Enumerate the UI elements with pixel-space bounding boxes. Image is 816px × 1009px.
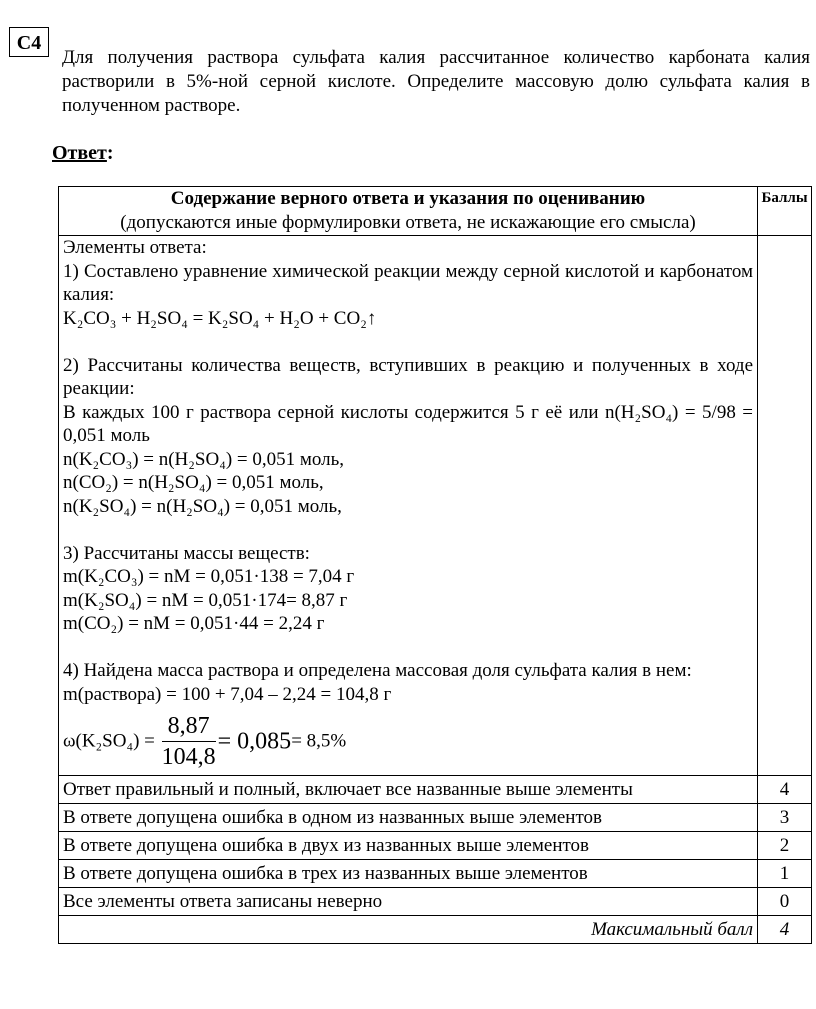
fraction-numerator: 8,87	[162, 711, 216, 742]
step-2-line: n(K₂SO₄) = n(H₂SO₄) = 0,051 моль,	[63, 495, 342, 517]
criteria-text: В ответе допущена ошибка в трех из названных выше элементов	[59, 859, 758, 887]
criteria-row	[59, 775, 812, 803]
step-3: 3) Рассчитаны массы веществ:	[63, 542, 310, 564]
task-text: Для получения раствора сульфата калия рассчитанное количество карбоната калия растворили в 5%-ной серной кислоте. Определите массовую долю сульфата калия в полученном растворе.	[62, 47, 810, 116]
task-label: С4	[9, 27, 49, 57]
header-content-cell	[59, 187, 758, 236]
criteria-points: 1	[758, 859, 812, 887]
step-4: 4) Найдена масса раствора и определена массовая доля сульфата калия в нем:	[63, 660, 692, 681]
step-1: 1) Составлено уравнение химической реакции между серной кислотой и карбонатом калия:	[63, 260, 753, 305]
step-2: 2) Рассчитаны количества веществ, вступивших в реакцию и полученных в ходе реакции:	[63, 354, 753, 399]
criteria-text: Все элементы ответа записаны неверно	[59, 887, 758, 915]
fraction-denominator: 104,8	[161, 744, 216, 771]
fraction	[162, 711, 216, 772]
step-3-line: m(K₂SO₄) = nM = 0,051·174= 8,87 г	[63, 589, 348, 611]
criteria-row	[59, 803, 812, 831]
criteria-points: 0	[758, 887, 812, 915]
step-4-line: m(раствора) = 100 + 7,04 – 2,24 = 104,8 г	[63, 683, 392, 705]
max-score-label: Максимальный балл	[59, 915, 758, 943]
answer-colon: :	[106, 142, 114, 164]
answer-heading	[52, 142, 114, 165]
answer-label: Ответ	[52, 142, 107, 164]
mass-fraction-formula	[63, 708, 753, 775]
criteria-points: 4	[758, 775, 812, 803]
header-points: Баллы	[758, 187, 812, 236]
step-3-line: m(CO₂) = nM = 0,051·44 = 2,24 г	[63, 613, 325, 634]
criteria-points: 2	[758, 831, 812, 859]
omega-result: = 0,085	[217, 728, 292, 755]
criteria-text: В ответе допущена ошибка в одном из названных выше элементов	[59, 803, 758, 831]
criteria-text: Ответ правильный и полный, включает все названные выше элементы	[59, 775, 758, 803]
criteria-text: В ответе допущена ошибка в двух из названных выше элементов	[59, 831, 758, 859]
criteria-points: 3	[758, 803, 812, 831]
criteria-row	[59, 887, 812, 915]
criteria-row	[59, 831, 812, 859]
elements-points-cell	[758, 236, 812, 776]
grading-table	[58, 186, 812, 944]
table-header-row	[59, 187, 812, 236]
header-note: (допускаются иные формулировки ответа, не искажающие его смысла)	[120, 211, 696, 233]
step-3-line: m(K₂CO₃) = nM = 0,051·138 = 7,04 г	[63, 566, 355, 587]
step-2-line: n(K₂CO₃) = n(H₂SO₄) = 0,051 моль,	[63, 448, 345, 470]
omega-percent: = 8,5%	[291, 730, 347, 752]
max-score-points: 4	[758, 915, 812, 943]
omega-lhs: ω(K₂SO₄) =	[63, 730, 155, 752]
answer-elements-cell	[59, 236, 758, 776]
elements-title: Элементы ответа:	[63, 237, 207, 258]
criteria-row	[59, 859, 812, 887]
header-title: Содержание верного ответа и указания по оцениванию	[170, 188, 646, 209]
step-2-line: В каждых 100 г раствора серной кислоты содержится 5 г её или n(H₂SO₄) = 5/98 = 0,051 моль	[63, 401, 753, 446]
step-1-equation: K₂CO₃ + H₂SO₄ = K₂SO₄ + H₂O + CO₂↑	[63, 307, 377, 329]
max-score-row	[59, 915, 812, 943]
step-2-line: n(CO₂) = n(H₂SO₄) = 0,051 моль,	[63, 472, 324, 493]
answer-elements-row	[59, 236, 812, 776]
